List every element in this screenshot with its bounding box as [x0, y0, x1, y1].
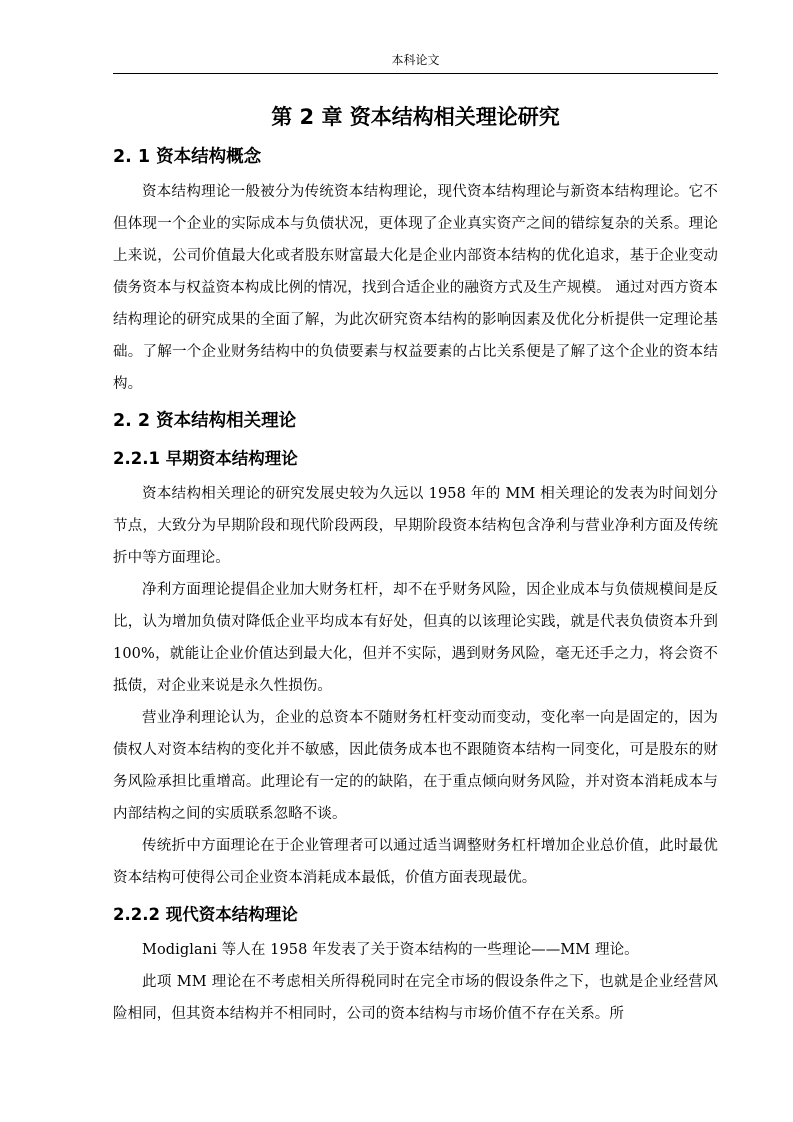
- paragraph: 净利方面理论提倡企业加大财务杠杆，却不在乎财务风险，因企业成本与负债规模间是反比，认为增加负债对降低企业平均成本有好处，但真的以该理论实践，就是代表负债资本升到 100%，就能让企业价值达到最大化，但并不实际，遇到财务风险，毫无还手之力，将会资不抵债，对企业来说是永久性损伤。: [113, 582, 718, 694]
- header-divider: [113, 73, 718, 74]
- section-heading-2-2: 2. 2 资本结构相关理论: [113, 411, 297, 431]
- section-heading-2-1: 2. 1 资本结构概念: [113, 147, 262, 167]
- page-body: [113, 98, 718, 1030]
- subsection-heading-2-2-1: 2.2.1 早期资本结构理论: [113, 449, 298, 468]
- chapter-title: 第 2 章 资本结构相关理论研究: [271, 105, 560, 129]
- paragraph: 此项 MM 理论在不考虑相关所得税同时在完全市场的假设条件之下，也就是企业经营风险相同，但其资本结构并不相同时，公司的资本结构与市场价值不存在关系。所: [113, 974, 718, 1022]
- paragraph: 营业净利理论认为，企业的总资本不随财务杠杆变动而变动，变化率一向是固定的，因为债权人对资本结构的变化并不敏感，因此债务成本也不跟随资本结构一同变化，可是股东的财务风险承担比重增高。此理论有一定的的缺陷，在于重点倾向财务风险，并对资本消耗成本与内部结构之间的实质联系忽略不谈。: [113, 710, 718, 822]
- paragraph: 传统折中方面理论在于企业管理者可以通过适当调整财务杠杆增加企业总价值，此时最优资本结构可使得公司企业资本消耗成本最低，价值方面表现最优。: [113, 838, 718, 886]
- paragraph: Modiglani 等人在 1958 年发表了关于资本结构的一些理论——MM 理论。: [142, 942, 639, 958]
- running-header: 本科论文: [391, 53, 440, 67]
- paragraph: 资本结构理论一般被分为传统资本结构理论，现代资本结构理论与新资本结构理论。它不但体现一个企业的实际成本与负债状况，更体现了企业真实资产之间的错综复杂的关系。理论上来说，公司价值最大化或者股东财富最大化是企业内部资本结构的优化追求，基于企业变动债务资本与权益资本构成比例的情况，找到合适企业的融资方式及生产规模。 通过对西方资本结构理论的研究成果的全面了解，为此次研究资本结构的影响因素及优化分析提供一定理论基础。了解一个企业财务结构中的负债要素与权益要素的占比关系便是了解了这个企业的资本结构。: [113, 184, 718, 392]
- subsection-heading-2-2-2: 2.2.2 现代资本结构理论: [113, 905, 298, 924]
- paragraph: 资本结构相关理论的研究发展史较为久远以 1958 年的 MM 相关理论的发表为时间划分节点，大致分为早期阶段和现代阶段两段，早期阶段资本结构包含净利与营业净利方面及传统折中等方面理论。: [113, 486, 718, 566]
